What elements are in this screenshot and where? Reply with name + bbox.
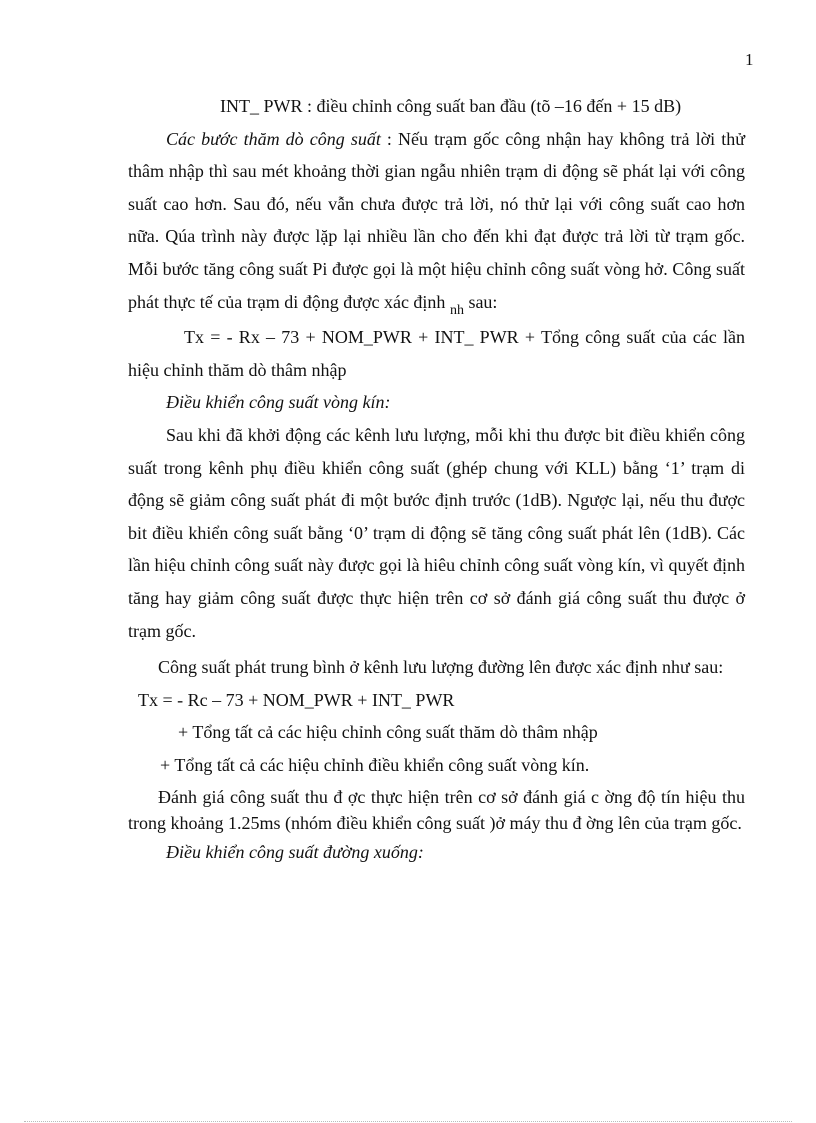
- paragraph-average-power: Công suất phát trung bình ở kênh lưu lượng đường lên được xác định như sau:: [158, 657, 724, 678]
- probe-steps-subscript: nh: [449, 302, 464, 318]
- probe-steps-title: Các bước thăm dò công suất: [166, 128, 381, 149]
- probe-steps-text: : Nếu trạm gốc công nhận hay không trả lời thử thâm nhập thì sau mét khoảng thời gian ngẫu nhiên trạm di động sẽ phát lại với công suất cao hơn. Sau đó, nếu vẫn chưa được trả lời, nó thử lại với công suất cao hơn nữa. Qúa trình này được lặp lại nhiều lần cho đến khi đạt được trả lời từ trạm gốc. Mỗi bước tăng công suất Pi được gọi là một hiệu chỉnh công suất vòng hở. Công suất phát thực tế của trạm di động được xác định: [128, 128, 745, 312]
- document-body: [128, 90, 745, 869]
- paragraph-probe-steps: [128, 123, 745, 322]
- formula-sum-probe: + Tổng tất cả các hiệu chỉnh công suất thăm dò thâm nhập: [178, 722, 598, 743]
- paragraph-power-estimation: Đánh giá công suất thu đ ợc thực hiện trên cơ sở đánh giá c ờng độ tín hiệu thu trong khoảng 1.25ms (nhóm điều khiển công suất )ở máy thu đ ờng lên của trạm gốc.: [128, 787, 745, 834]
- page-bottom-divider: [24, 1121, 792, 1122]
- paragraph-int-pwr: INT_ PWR : điều chỉnh công suất ban đầu (tõ –16 đến + 15 dB): [220, 96, 682, 116]
- paragraph-closed-loop: Sau khi đã khởi động các kênh lưu lượng, mỗi khi thu được bit điều khiển công suất trong kênh phụ điều khiển công suất (ghép chung với KLL) bằng ‘1’ trạm di động sẽ giảm công suất phát đi một bước định trước (1dB). Ngược lại, nếu thu được bit điều khiển công suất bằng ‘0’ trạm di động sẽ tăng công suất phát lên (1dB). Các lần hiệu chỉnh công suất này được gọi là hiêu chỉnh công suất vòng kín, vì quyết định tăng hay giảm công suất được thực hiện trên cơ sở đánh giá công suất thu được ở trạm gốc.: [128, 424, 745, 641]
- formula-sum-closed-loop: + Tổng tất cả các hiệu chỉnh điều khiển công suất vòng kín.: [160, 754, 590, 775]
- probe-steps-end: sau:: [463, 291, 498, 312]
- formula-open-loop: Tx = - Rx – 73 + NOM_PWR + INT_ PWR + Tổng công suất của các lần hiệu chỉnh thăm dò thâm nhập: [128, 327, 745, 380]
- heading-downlink: Điều khiển công suất đường xuống:: [166, 842, 424, 863]
- heading-closed-loop: Điều khiển công suất vòng kín:: [166, 392, 391, 413]
- formula-average-power: Tx = - Rc – 73 + NOM_PWR + INT_ PWR: [138, 689, 455, 710]
- page-number: 1: [745, 50, 754, 69]
